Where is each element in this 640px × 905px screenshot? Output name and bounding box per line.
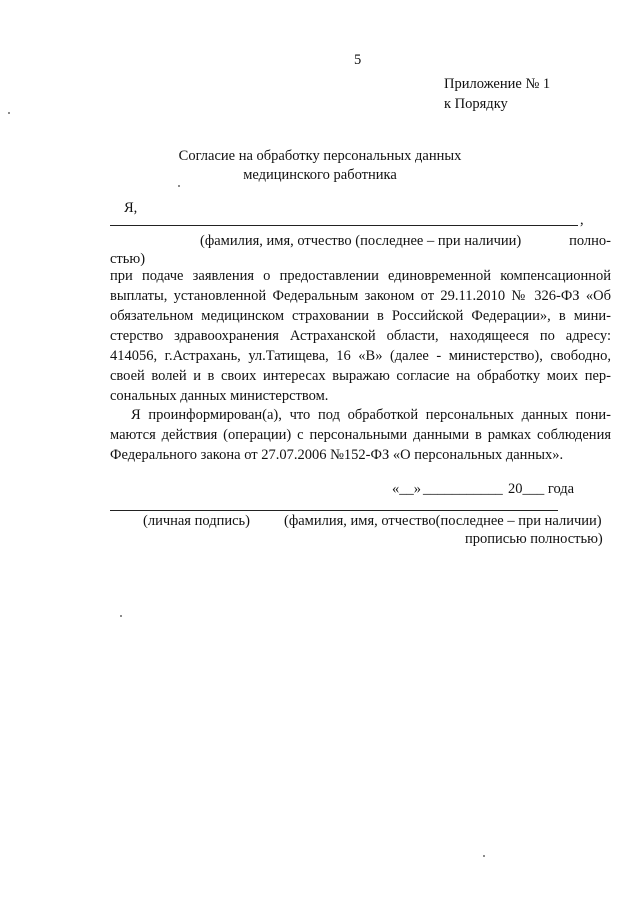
name-blank-line[interactable]	[110, 225, 578, 226]
paragraph-2-line: Федерального закона от 27.07.2006 №152-ФЗ «О персональных данных».	[110, 447, 564, 463]
name-field-hint-text: (фамилия, имя, отчество (последнее – при наличии)	[200, 233, 522, 249]
paragraph-1-line: обязательном медицинском страховании в Российской Федерации», в мини-	[110, 308, 611, 324]
title-line-2: медицинского работника	[243, 167, 397, 183]
appendix-title: Приложение № 1	[444, 76, 551, 92]
signature-name-hint: (фамилия, имя, отчество(последнее – при наличии)	[284, 513, 602, 529]
title-line-1: Согласие на обработку персональных данных	[178, 148, 462, 164]
appendix-reference: к Порядку	[444, 96, 508, 112]
scan-speck	[120, 615, 122, 617]
name-line-comma: ,	[580, 212, 584, 228]
scan-speck	[483, 855, 485, 857]
signature-hint: (личная подпись)	[143, 513, 250, 529]
paragraph-2-line: Я проинформирован(а), что под обработкой персональных данных пони-	[131, 407, 611, 423]
date-month-field[interactable]: ___________	[423, 481, 503, 497]
date-year-field[interactable]: 20___ года	[508, 481, 575, 497]
paragraph-1-line: выплаты, установленной Федеральным законом от 29.11.2010 № 326-ФЗ «Об	[110, 288, 611, 304]
name-field-hint-wrap: стью)	[110, 251, 146, 267]
scan-speck	[178, 185, 180, 187]
consent-opening: Я,	[124, 200, 138, 216]
paragraph-2-line: маются действия (операции) с персональными данными в рамках соблюдения	[110, 427, 611, 443]
paragraph-1-line: сональных данных министерством.	[110, 388, 329, 404]
paragraph-1-line: стерство здравоохранения Астраханской области, находящееся по адресу:	[110, 328, 611, 344]
scan-speck	[8, 112, 10, 114]
page-number: 5	[354, 52, 362, 68]
paragraph-1-line: 414056, г.Астрахань, ул.Татищева, 16 «В» (далее - министерство), свободно,	[110, 348, 611, 364]
paragraph-1-line: при подаче заявления о предоставлении единовременной компенсационной	[110, 268, 611, 284]
name-field-hint-tail: полно-	[569, 233, 611, 249]
name-field-hint	[200, 231, 611, 251]
paragraph-1-line: своей волей и в своих интересах выражаю согласие на обработку моих пер-	[110, 368, 611, 384]
date-day-field[interactable]: «__»	[392, 481, 421, 497]
signature-name-hint-wrap: прописью полностью)	[465, 531, 603, 547]
